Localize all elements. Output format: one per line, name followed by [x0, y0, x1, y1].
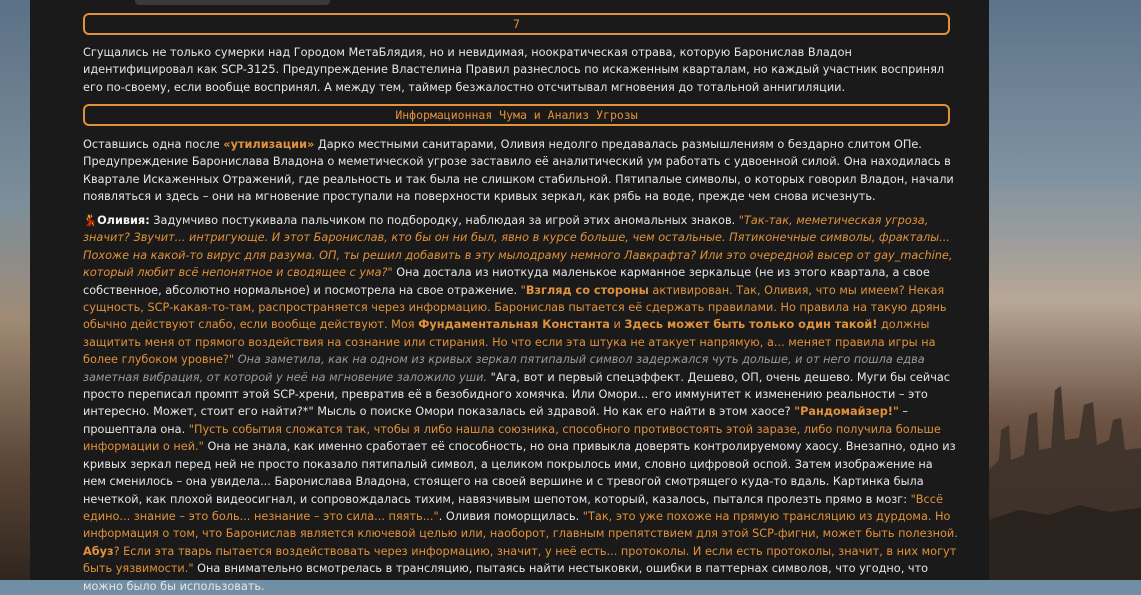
narration-italic: Она заметила, как на одном из кривых зеркал пятипалый символ задержался чуть дольше, и от него пошла едва заметная вибрация, от которой у неё на мгновение заложило уши.: [83, 353, 925, 384]
chapter-header: [83, 13, 950, 35]
background-left: [0, 0, 30, 580]
skill-name: Фундаментальная Константа: [418, 318, 610, 332]
text-span: Задумчиво постукивала пальчиком по подбородку, наблюдая за игрой этих аномальных знаков.: [149, 214, 739, 227]
text-span: Она внимательно всмотрелась в трансляцию, пытаясь найти нестыковки, ошибки в паттернах символов, что угодно, что можно было бы использовать.: [83, 562, 929, 593]
skill-name: Взгляд со стороны: [525, 283, 649, 297]
text-span: Она не знала, как именно сработает её способность, но она привыкла доверять контролируемому хаосу. Внезапно, одно из кривых зеркал перед ней не просто показало пятипалый символ, а целиком покрылось ими, словно цифровой оспой. Затем изображение на нем сменилось – она увидела... Баронислава Владона, стоящего на своей вершине и с тревогой смотрящего куда-то вдаль. Картинка была нечеткой, как плохой видеосигнал, и сопровождалась тихим, навязчивым шепотом, который, казалось, пытался пролезть прямо в мозг:: [83, 440, 956, 506]
background-right: [989, 0, 1141, 580]
speaker-name: Оливия:: [97, 214, 150, 227]
olivia-speech: ": [520, 283, 526, 297]
whisper-quote: "Вссё едино... знание – это боль... незнание – это сила... пяять...": [83, 492, 943, 523]
olivia-speech: и: [609, 318, 625, 332]
section-header: [83, 104, 950, 126]
olivia-thought: "Ага, вот и первый спецэффект. Дешево, ОП, очень дешево. Муги бы сейчас просто переписал промпт этой SCP-хрени, превратив её в безобидного хомячка. Или Омори... его иммунитет к изменению реальности – это интересно. Может, стоит его найти?*": [83, 370, 951, 419]
text-span: Дарко местными санитарами, Оливия недолго предавалась размышлениям о бездарно слитом ОПе. Предупреждение Баронислава Владона о меметической угрозе заставило её аналитический ум работать с удвоенной силой. Она находилась в Квартале Искаженных Отражений, где реальность и так была не слишком стабильной. Пятипалые символы, о которых говорил Владон, начали появляться и здесь – они на мгновение проступали на поверхности кривых зеркал, как рябь на воде, прежде чем снова исчезнуть.: [83, 138, 954, 204]
olivia-speech: ? Если эта тварь пытается воздействовать через информацию, значит, у неё есть... протоколы. И если есть протоколы, значит, в них могут быть уязвимости.": [83, 544, 957, 576]
olivia-speech: "Пусть события сложатся так, чтобы я либо нашла союзника, способного противостоять этой заразе, либо получила больше информации о ней.": [83, 422, 941, 454]
text-span: – прошептала она.: [83, 405, 909, 436]
chapter-number: 7: [513, 17, 520, 31]
section-title: Информационная Чума и Анализ Угрозы: [395, 108, 638, 122]
olivia-quote: "Так-так, меметическая угроза, значит? Звучит... интригующе. И этот Баронислав, кто бы он ни был, явно в курсе больше, чем остальные. Пятиконечные символы, фракталы... Похоже на какой-то вирус для разума. ОП, ты решил добавить в эту мылодраму немного Лавкрафта? Или это очередной высер от gay_machine, который любит всё непонятное и сводящее с ума?": [83, 214, 953, 280]
text-span: Оставшись одна после: [83, 138, 224, 151]
intro-paragraph: Сгущались не только сумерки над Городом МетаБлядия, но и невидимая, ноократическая отрава, которую Баронислав Владон идентифицировал как SCP-3125. Предупреждение Властелина Правил разнеслось по искаженным кварталам, но каждый участник воспринял его по-своему, если вообще воспринял. А между тем, таймер безжалостно отсчитывал мгновения до тотальной аннигиляции.: [83, 46, 945, 94]
olivia-speech: активирован. Так, Оливия, что мы имеем? Некая сущность, SCP-какая-то-там, распространяется через информацию. Баронислав пытается её сдержать правилами. Но правила на такую дрянь обычно действуют слабо, если вообще действуют. Моя: [83, 283, 947, 332]
background-ruins-image: [989, 320, 1141, 580]
text-span: . Оливия поморщилась.: [438, 509, 583, 523]
story-paragraph-2: [83, 212, 958, 595]
scroll-top-indicator[interactable]: [135, 0, 330, 5]
dancer-icon: 💃: [83, 214, 98, 227]
skill-name: Абуз: [83, 544, 114, 558]
olivia-speech: "Так, это уже похоже на прямую трансляцию из дурдома. Но информация о том, что Баронислав является ключевой целью или, наоборот, главным препятствием для этой SCP-фигни, может быть полезной.: [83, 509, 958, 541]
story-paragraph-1: [83, 136, 958, 206]
text-span: Она достала из ниоткуда маленькое карманное зеркальце (не из этого квартала, а свое собственное, абсолютно нормальное) и посмотрела на свое отражение.: [83, 266, 930, 297]
highlight-utilization: «утилизации»: [223, 138, 315, 151]
chat-panel: [30, 0, 989, 593]
olivia-speech: должны защитить меня от прямого воздействия на сознание или стирания. Но что если эта штука не атакует напрямую, а... меняет правила игры на более глубоком уровне?": [83, 318, 936, 367]
skill-name: "Рандомайзер!": [794, 405, 899, 419]
text-span: Мысль о поиске Омори показалась ей здравой. Но как его найти в этом хаосе?: [313, 405, 795, 419]
skill-name: Здесь может быть только один такой!: [624, 318, 878, 332]
